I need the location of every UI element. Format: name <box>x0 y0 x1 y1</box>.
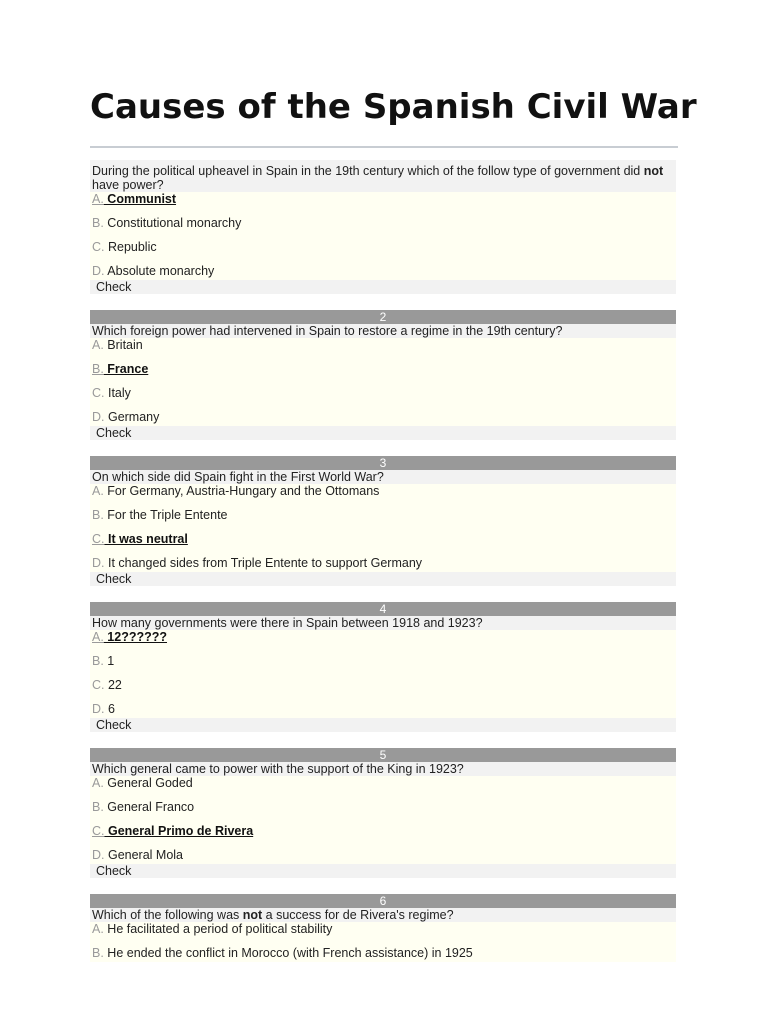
answer-option[interactable] <box>90 410 676 426</box>
answer-options <box>90 338 676 426</box>
option-letter: A. <box>92 192 104 206</box>
option-text: General Primo de Rivera <box>104 824 254 838</box>
answer-option[interactable] <box>90 386 676 410</box>
question-text-part: Which of the following was <box>92 908 243 922</box>
answer-option-selected[interactable] <box>90 532 676 556</box>
option-text: Germany <box>104 410 160 424</box>
title-divider <box>90 146 678 148</box>
option-letter: D. <box>92 556 105 570</box>
check-button[interactable]: Check <box>90 426 676 440</box>
emphasis: not <box>242 908 263 922</box>
answer-option[interactable] <box>90 848 676 864</box>
answer-options <box>90 922 676 962</box>
question-number: 5 <box>90 748 676 762</box>
option-text: For the Triple Entente <box>103 508 228 522</box>
question-number: 3 <box>90 456 676 470</box>
answer-options <box>90 484 676 572</box>
question-number: 2 <box>90 310 676 324</box>
question-text <box>90 470 676 484</box>
option-letter: C. <box>92 824 105 838</box>
option-letter: A. <box>92 776 104 790</box>
option-text: Britain <box>103 338 143 352</box>
question-number: 4 <box>90 602 676 616</box>
answer-option[interactable] <box>90 702 676 718</box>
question-text-part: have power? <box>92 178 164 192</box>
option-letter: D. <box>92 702 105 716</box>
answer-option[interactable] <box>90 484 676 508</box>
option-letter: C. <box>92 532 105 546</box>
option-text: For Germany, Austria-Hungary and the Ottomans <box>103 484 380 498</box>
option-text: 12?????? <box>103 630 168 644</box>
option-text: France <box>103 362 149 376</box>
check-button[interactable]: Check <box>90 718 676 732</box>
option-letter: D. <box>92 410 105 424</box>
answer-option[interactable] <box>90 946 676 962</box>
option-letter: C. <box>92 240 105 254</box>
option-text: It changed sides from Triple Entente to support Germany <box>104 556 423 570</box>
answer-options <box>90 192 676 280</box>
quiz <box>90 160 676 962</box>
question-text-part: How many governments were there in Spain between 1918 and 1923? <box>92 616 483 630</box>
option-letter: D. <box>92 264 105 278</box>
option-letter: B. <box>92 946 104 960</box>
answer-option-selected[interactable] <box>90 192 676 216</box>
question-text-part: On which side did Spain fight in the First World War? <box>92 470 384 484</box>
answer-option-selected[interactable] <box>90 630 676 654</box>
answer-option-selected[interactable] <box>90 824 676 848</box>
option-letter: B. <box>92 362 104 376</box>
option-letter: C. <box>92 678 105 692</box>
answer-option[interactable] <box>90 264 676 280</box>
option-letter: C. <box>92 386 105 400</box>
option-letter: A. <box>92 338 104 352</box>
check-button[interactable]: Check <box>90 280 676 294</box>
question-text-part: During the political upheavel in Spain in the 19th century which of the follow type of government did <box>92 164 644 178</box>
option-letter: A. <box>92 630 104 644</box>
option-text: Italy <box>104 386 131 400</box>
question-text-part: Which general came to power with the support of the King in 1923? <box>92 762 464 776</box>
option-text: Communist <box>103 192 177 206</box>
option-letter: B. <box>92 216 104 230</box>
answer-option[interactable] <box>90 216 676 240</box>
check-button[interactable]: Check <box>90 864 676 878</box>
option-text: Constitutional monarchy <box>103 216 242 230</box>
answer-option[interactable] <box>90 654 676 678</box>
question-text <box>90 324 676 338</box>
answer-option[interactable] <box>90 776 676 800</box>
answer-options <box>90 776 676 864</box>
option-letter: B. <box>92 508 104 522</box>
option-text: General Goded <box>103 776 193 790</box>
option-text: It was neutral <box>104 532 188 546</box>
page-title: Causes of the Spanish Civil War <box>90 87 697 127</box>
option-text: General Mola <box>104 848 184 862</box>
answer-option[interactable] <box>90 240 676 264</box>
option-letter: B. <box>92 800 104 814</box>
option-text: Republic <box>104 240 157 254</box>
answer-option[interactable] <box>90 508 676 532</box>
option-text: He ended the conflict in Morocco (with French assistance) in 1925 <box>103 946 473 960</box>
question-text <box>90 908 676 922</box>
answer-option[interactable] <box>90 800 676 824</box>
option-text: He facilitated a period of political stability <box>103 922 333 936</box>
answer-options <box>90 630 676 718</box>
answer-option[interactable] <box>90 338 676 362</box>
option-text: 1 <box>103 654 115 668</box>
option-text: General Franco <box>103 800 195 814</box>
option-text: 6 <box>104 702 115 716</box>
question-text-part: Which foreign power had intervened in Spain to restore a regime in the 19th century? <box>92 324 563 338</box>
option-letter: D. <box>92 848 105 862</box>
question-text <box>90 762 676 776</box>
check-button[interactable]: Check <box>90 572 676 586</box>
answer-option[interactable] <box>90 678 676 702</box>
option-letter: A. <box>92 922 104 936</box>
option-letter: A. <box>92 484 104 498</box>
answer-option[interactable] <box>90 922 676 946</box>
question-text-part: a success for de Rivera's regime? <box>262 908 454 922</box>
answer-option[interactable] <box>90 556 676 572</box>
question-number: 6 <box>90 894 676 908</box>
question-text <box>90 160 676 192</box>
option-text: Absolute monarchy <box>104 264 215 278</box>
question-text <box>90 616 676 630</box>
option-text: 22 <box>104 678 122 692</box>
emphasis: not <box>643 164 664 178</box>
option-letter: B. <box>92 654 104 668</box>
answer-option-selected[interactable] <box>90 362 676 386</box>
